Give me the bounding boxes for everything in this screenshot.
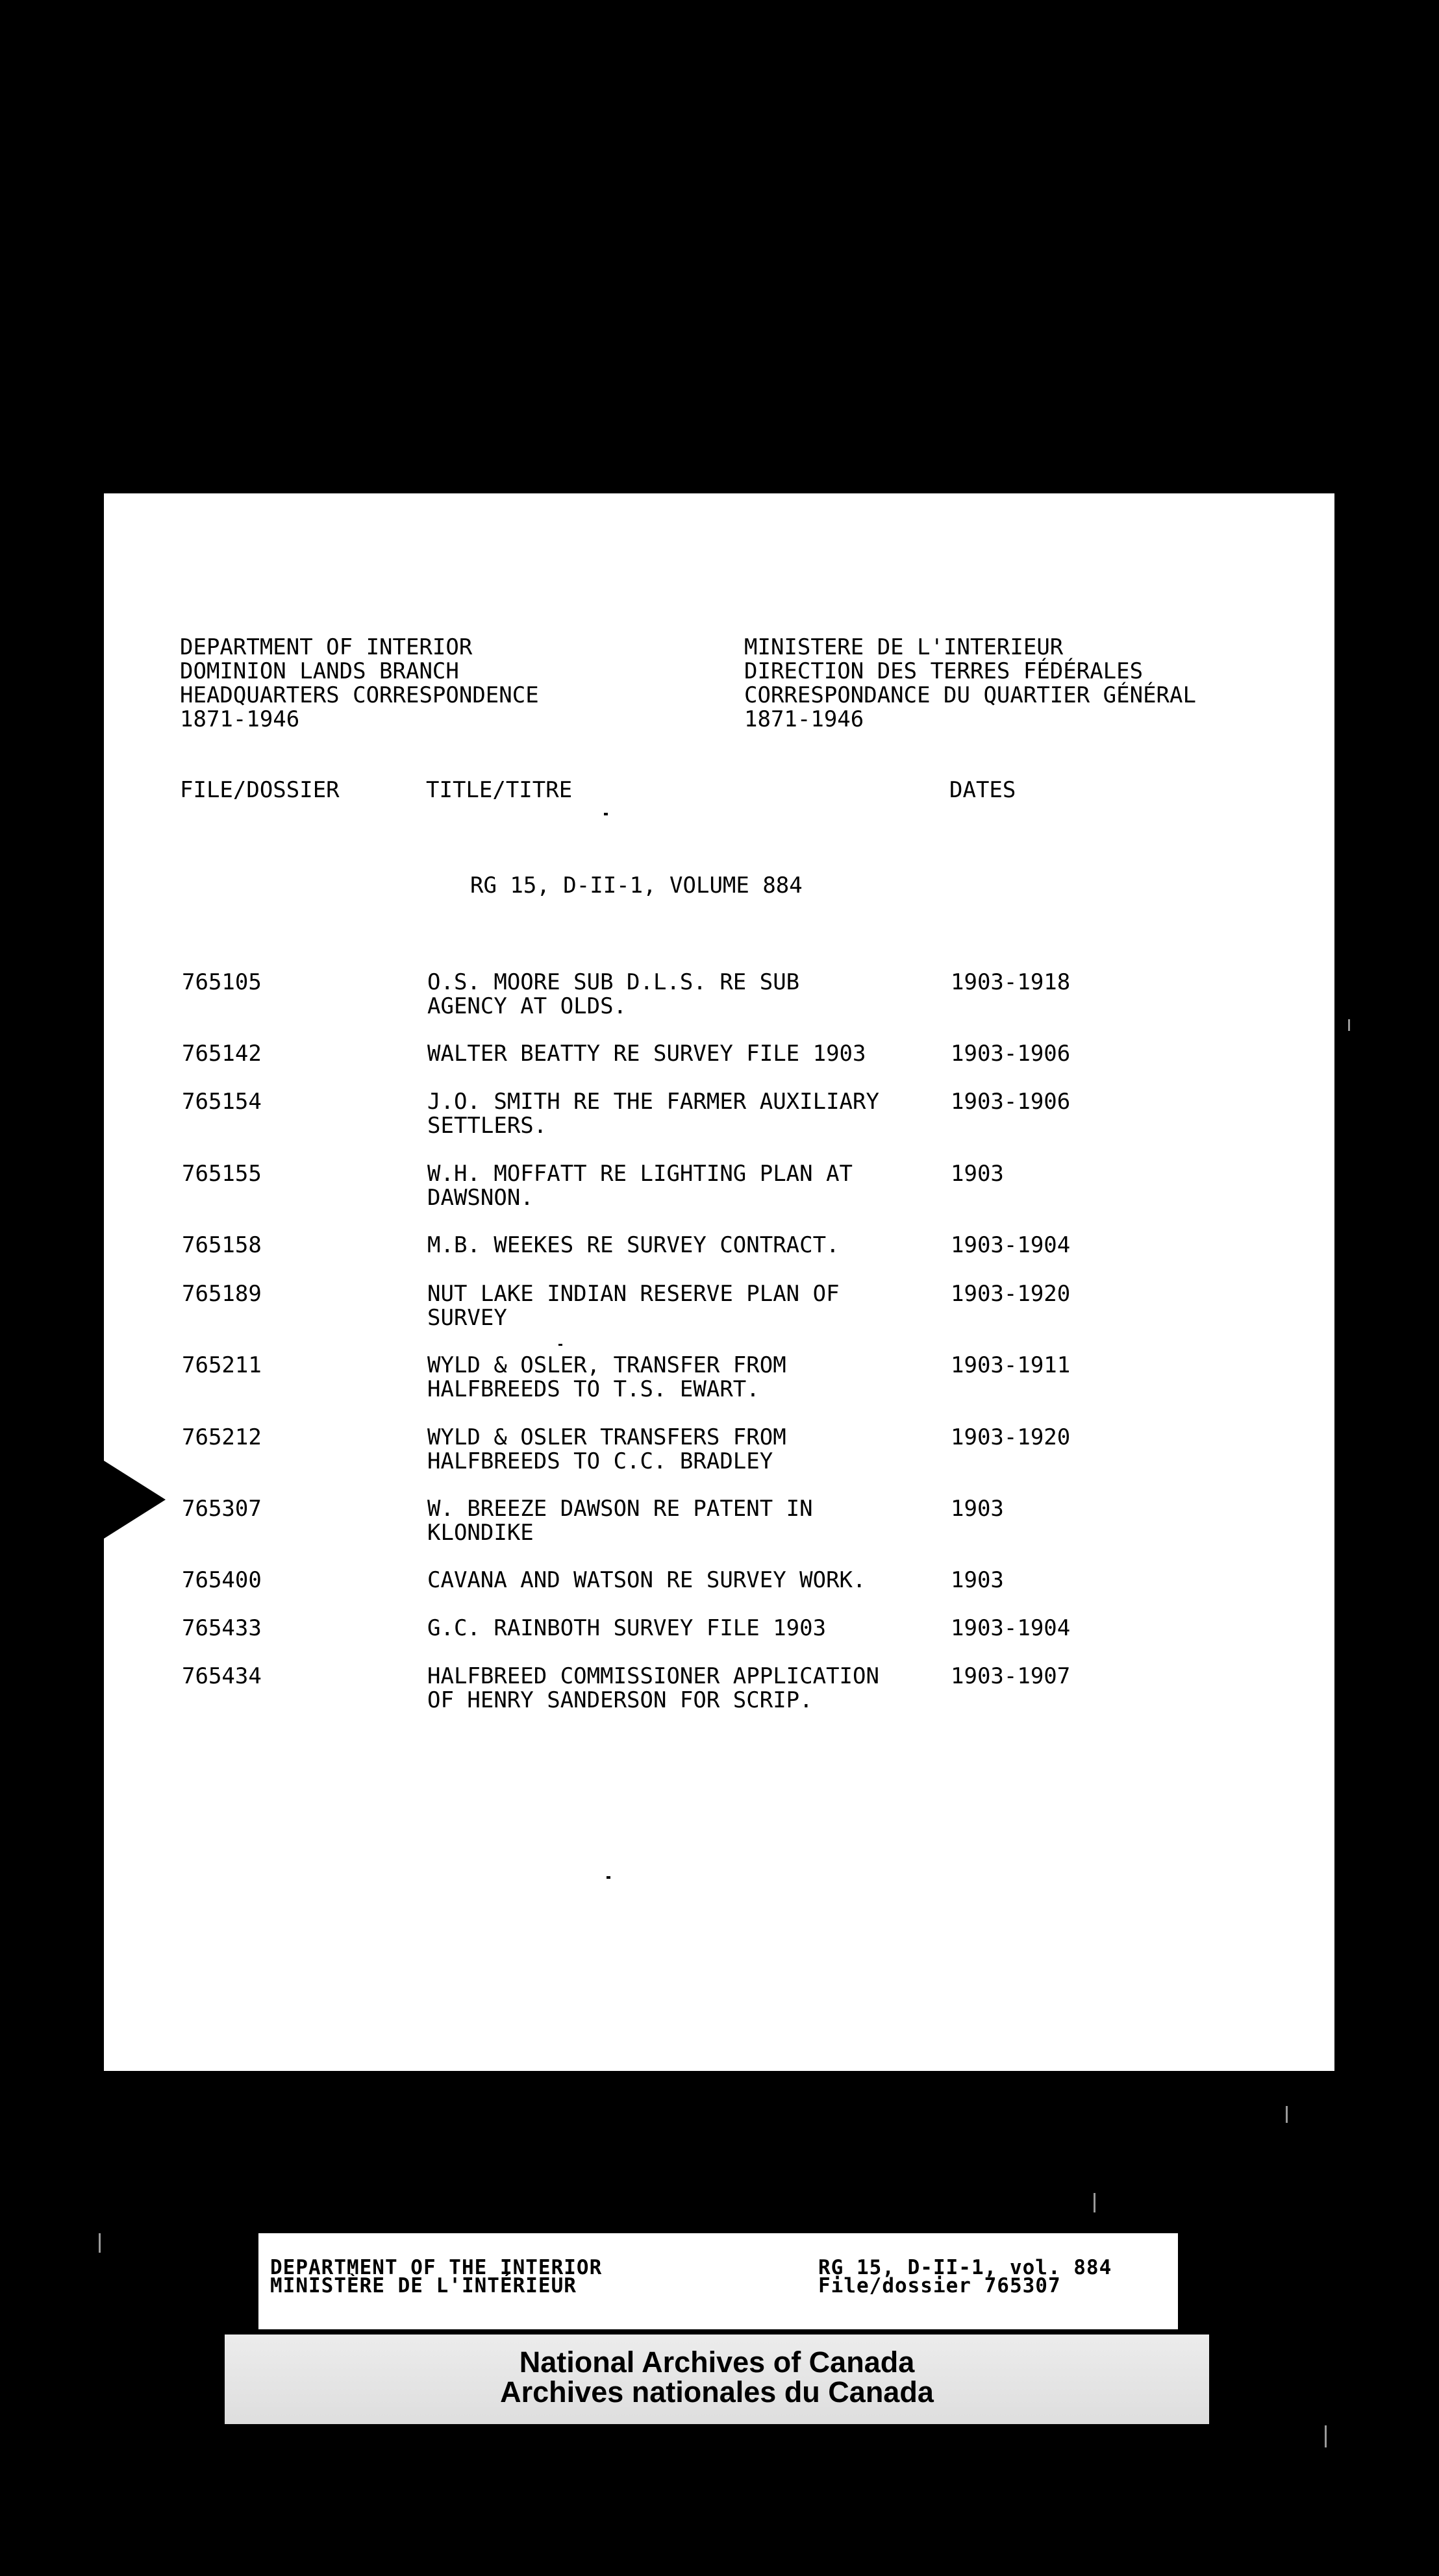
record-dates: 1903-1906 [951, 1041, 1071, 1067]
film-scratch [1325, 2425, 1327, 2447]
record-file-number: 765189 [182, 1281, 262, 1307]
header-en-line-3: HEADQUARTERS CORRESPONDENCE [180, 682, 539, 708]
record-file-number: 765155 [182, 1161, 262, 1187]
record-dates: 1903 [951, 1161, 1004, 1187]
archive-name-fr: Archives nationales du Canada [500, 2375, 934, 2409]
record-file-number: 765400 [182, 1567, 262, 1593]
record-dates: 1903-1906 [951, 1089, 1071, 1115]
record-file-number: 765211 [182, 1352, 262, 1378]
header-fr-line-1: MINISTERE DE L'INTERIEUR [744, 634, 1064, 660]
column-header-file: FILE/DOSSIER [180, 777, 340, 803]
record-title: W. BREEZE DAWSON RE PATENT IN KLONDIKE [427, 1496, 813, 1546]
record-dates: 1903 [951, 1496, 1004, 1522]
archive-name-en: National Archives of Canada [519, 2346, 915, 2379]
record-dates: 1903-1911 [951, 1352, 1071, 1378]
record-dates: 1903-1907 [951, 1663, 1071, 1689]
paper-speck [607, 1876, 610, 1879]
film-scratch [1094, 2193, 1095, 2212]
record-dates: 1903 [951, 1567, 1004, 1593]
header-en-line-4: 1871-1946 [180, 706, 300, 732]
record-title: J.O. SMITH RE THE FARMER AUXILIARY SETTLERS. [427, 1089, 879, 1139]
record-dates: 1903-1920 [951, 1424, 1071, 1450]
record-file-number: 765142 [182, 1041, 262, 1067]
record-title: WYLD & OSLER, TRANSFER FROM HALFBREEDS TO T.S. EWART. [427, 1352, 786, 1402]
reference-label [258, 2233, 1178, 2329]
reference-volume: RG 15, D-II-1, vol. 884 [818, 2256, 1112, 2279]
record-file-number: 765434 [182, 1663, 262, 1689]
header-fr-line-4: 1871-1946 [744, 706, 864, 732]
record-title: M.B. WEEKES RE SURVEY CONTRACT. [427, 1232, 840, 1258]
record-file-number: 765307 [182, 1496, 262, 1522]
header-fr-line-2: DIRECTION DES TERRES FÉDÉRALES [744, 658, 1144, 684]
record-title: O.S. MOORE SUB D.L.S. RE SUB AGENCY AT OLDS. [427, 969, 800, 1019]
volume-title: RG 15, D-II-1, VOLUME 884 [470, 873, 803, 898]
record-title: WYLD & OSLER TRANSFERS FROM HALFBREEDS TO C.C. BRADLEY [427, 1424, 786, 1474]
paper-speck [558, 1344, 562, 1346]
frame-notch [104, 1461, 166, 1539]
header-en-line-2: DOMINION LANDS BRANCH [180, 658, 459, 684]
record-file-number: 765158 [182, 1232, 262, 1258]
record-file-number: 765154 [182, 1089, 262, 1115]
film-scratch [99, 2233, 101, 2253]
record-file-number: 765212 [182, 1424, 262, 1450]
record-dates: 1903-1904 [951, 1615, 1071, 1641]
record-title: HALFBREED COMMISSIONER APPLICATION OF HENRY SANDERSON FOR SCRIP. [427, 1663, 879, 1713]
film-scratch [1348, 1019, 1350, 1031]
reference-department-en: DEPARTMENT OF THE INTERIOR [270, 2256, 603, 2279]
reference-file: File/dossier 765307 [818, 2274, 1061, 2297]
column-header-dates: DATES [949, 777, 1016, 803]
record-file-number: 765105 [182, 969, 262, 995]
record-dates: 1903-1920 [951, 1281, 1071, 1307]
record-title: CAVANA AND WATSON RE SURVEY WORK. [427, 1567, 866, 1593]
record-file-number: 765433 [182, 1615, 262, 1641]
record-title: NUT LAKE INDIAN RESERVE PLAN OF SURVEY [427, 1281, 840, 1331]
record-dates: 1903-1918 [951, 969, 1071, 995]
record-title: WALTER BEATTY RE SURVEY FILE 1903 [427, 1041, 866, 1067]
film-scratch [1286, 2106, 1288, 2123]
header-en-line-1: DEPARTMENT OF INTERIOR [180, 634, 473, 660]
record-title: G.C. RAINBOTH SURVEY FILE 1903 [427, 1615, 827, 1641]
column-header-title: TITLE/TITRE [426, 777, 573, 803]
reference-department-fr: MINISTÈRE DE L'INTÉRIEUR [270, 2274, 577, 2297]
header-fr-line-3: CORRESPONDANCE DU QUARTIER GÉNÉRAL [744, 682, 1196, 708]
record-dates: 1903-1904 [951, 1232, 1071, 1258]
archive-label [225, 2334, 1209, 2424]
record-title: W.H. MOFFATT RE LIGHTING PLAN AT DAWSNON. [427, 1161, 853, 1211]
paper-speck [604, 813, 608, 815]
